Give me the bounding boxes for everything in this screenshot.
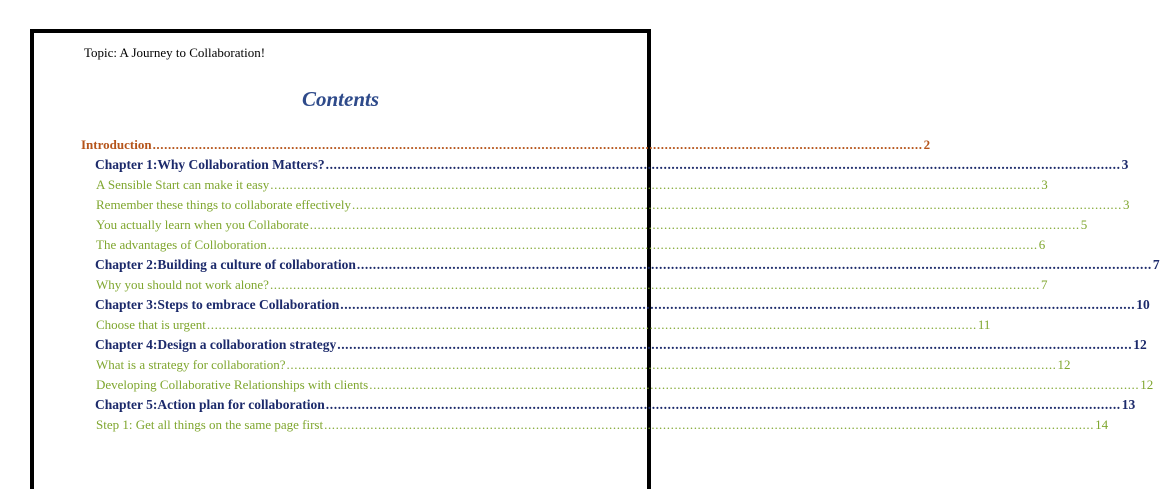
toc-page-number: 3 (1041, 177, 1048, 192)
toc-page-number: 5 (1080, 217, 1088, 232)
toc-page-number: 10 (1136, 297, 1150, 312)
toc-leader-dots: ........................................................................................................................................................................................................ (337, 337, 1133, 352)
toc-page-number: 3 (1121, 157, 1129, 172)
toc-entry-section[interactable] (81, 275, 1048, 295)
contents-title: Contents (301, 87, 380, 111)
toc-entry-section[interactable] (81, 235, 1046, 255)
toc-page-number: 2 (923, 137, 931, 152)
toc-leader-dots: ........................................................................................................................................................................................................ (206, 317, 977, 332)
toc-entry-label: Action plan for collaboration (157, 397, 325, 412)
toc-entry-intro[interactable] (81, 135, 931, 155)
toc-leader-dots: ........................................................................................................................................................................................................ (309, 217, 1080, 232)
toc-entry-section[interactable] (81, 355, 1071, 375)
toc-entry-section[interactable] (81, 315, 991, 335)
toc-chapter-number: Chapter 1: (95, 157, 158, 172)
toc-entry-label: Why you should not work alone? (96, 277, 269, 292)
toc-leader-dots: ........................................................................................................................................................................................................ (152, 137, 923, 152)
toc-entry-section[interactable] (81, 215, 1088, 235)
toc-page-number: 7 (1152, 257, 1160, 272)
toc-leader-dots: ........................................................................................................................................................................................................ (325, 397, 1121, 412)
toc-leader-dots: ........................................................................................................................................................................................................ (351, 197, 1122, 212)
toc-leader-dots: ........................................................................................................................................................................................................ (356, 257, 1152, 272)
toc-entry-label: You actually learn when you Collaborate (96, 217, 309, 232)
toc-page-number: 7 (1040, 277, 1048, 292)
toc-entry-label: Building a culture of collaboration (157, 257, 356, 272)
toc-entry-label: Choose that is urgent (96, 317, 206, 332)
toc-entry-section[interactable] (81, 415, 1109, 435)
toc-page-number: 6 (1038, 237, 1046, 252)
toc-leader-dots: ........................................................................................................................................................................................................ (340, 297, 1136, 312)
toc-entry-label: Introduction (81, 137, 152, 152)
toc-entry-chapter[interactable] (81, 335, 1147, 355)
toc-chapter-number: Chapter 3: (95, 297, 158, 312)
toc-chapter-number: Chapter 5: (95, 397, 158, 412)
document-page (30, 29, 1160, 489)
toc-page-number: 13 (1121, 397, 1136, 412)
toc-page-number: 11 (977, 317, 991, 332)
toc-entry-label: Steps to embrace Collaboration (157, 297, 340, 312)
toc-chapter-number: Chapter 2: (95, 257, 158, 272)
toc-entry-label: Developing Collaborative Relationships with clients (96, 377, 369, 392)
toc-leader-dots: ........................................................................................................................................................................................................ (267, 237, 1038, 252)
toc-entry-chapter[interactable] (81, 155, 1129, 175)
toc-entry-section[interactable] (81, 175, 1048, 195)
toc-entry-label: Remember these things to collaborate effectively (96, 197, 351, 212)
toc-entry-section[interactable] (81, 375, 1154, 395)
toc-page-number: 3 (1122, 197, 1130, 212)
topic-line: Topic: A Journey to Collaboration! (84, 45, 266, 60)
toc-entry-section[interactable] (81, 195, 1130, 215)
toc-entry-label: Step 1: Get all things on the same page first (96, 417, 324, 432)
toc-page-number: 14 (1095, 417, 1109, 432)
toc-page-number: 12 (1140, 377, 1154, 392)
toc-chapter-number: Chapter 4: (95, 337, 158, 352)
toc-entry-label: Design a collaboration strategy (157, 337, 337, 352)
toc-leader-dots: ........................................................................................................................................................................................................ (286, 357, 1057, 372)
toc-page-number: 12 (1057, 357, 1071, 372)
toc-entry-label: A Sensible Start can make it easy (96, 177, 270, 192)
toc-entry-chapter[interactable] (81, 295, 1150, 315)
toc-leader-dots: ........................................................................................................................................................................................................ (270, 177, 1041, 192)
toc-leader-dots: ........................................................................................................................................................................................................ (269, 277, 1040, 292)
toc-entry-label: Why Collaboration Matters? (157, 157, 325, 172)
toc-entry-chapter[interactable] (81, 255, 1160, 275)
toc-entry-label: What is a strategy for collaboration? (96, 357, 286, 372)
toc-leader-dots: ........................................................................................................................................................................................................ (325, 157, 1121, 172)
toc-leader-dots: ........................................................................................................................................................................................................ (369, 377, 1140, 392)
toc-page-number: 12 (1133, 337, 1147, 352)
toc-leader-dots: ........................................................................................................................................................................................................ (324, 417, 1095, 432)
toc-entry-label: The advantages of Colloboration (96, 237, 267, 252)
toc-entry-chapter[interactable] (81, 395, 1136, 415)
